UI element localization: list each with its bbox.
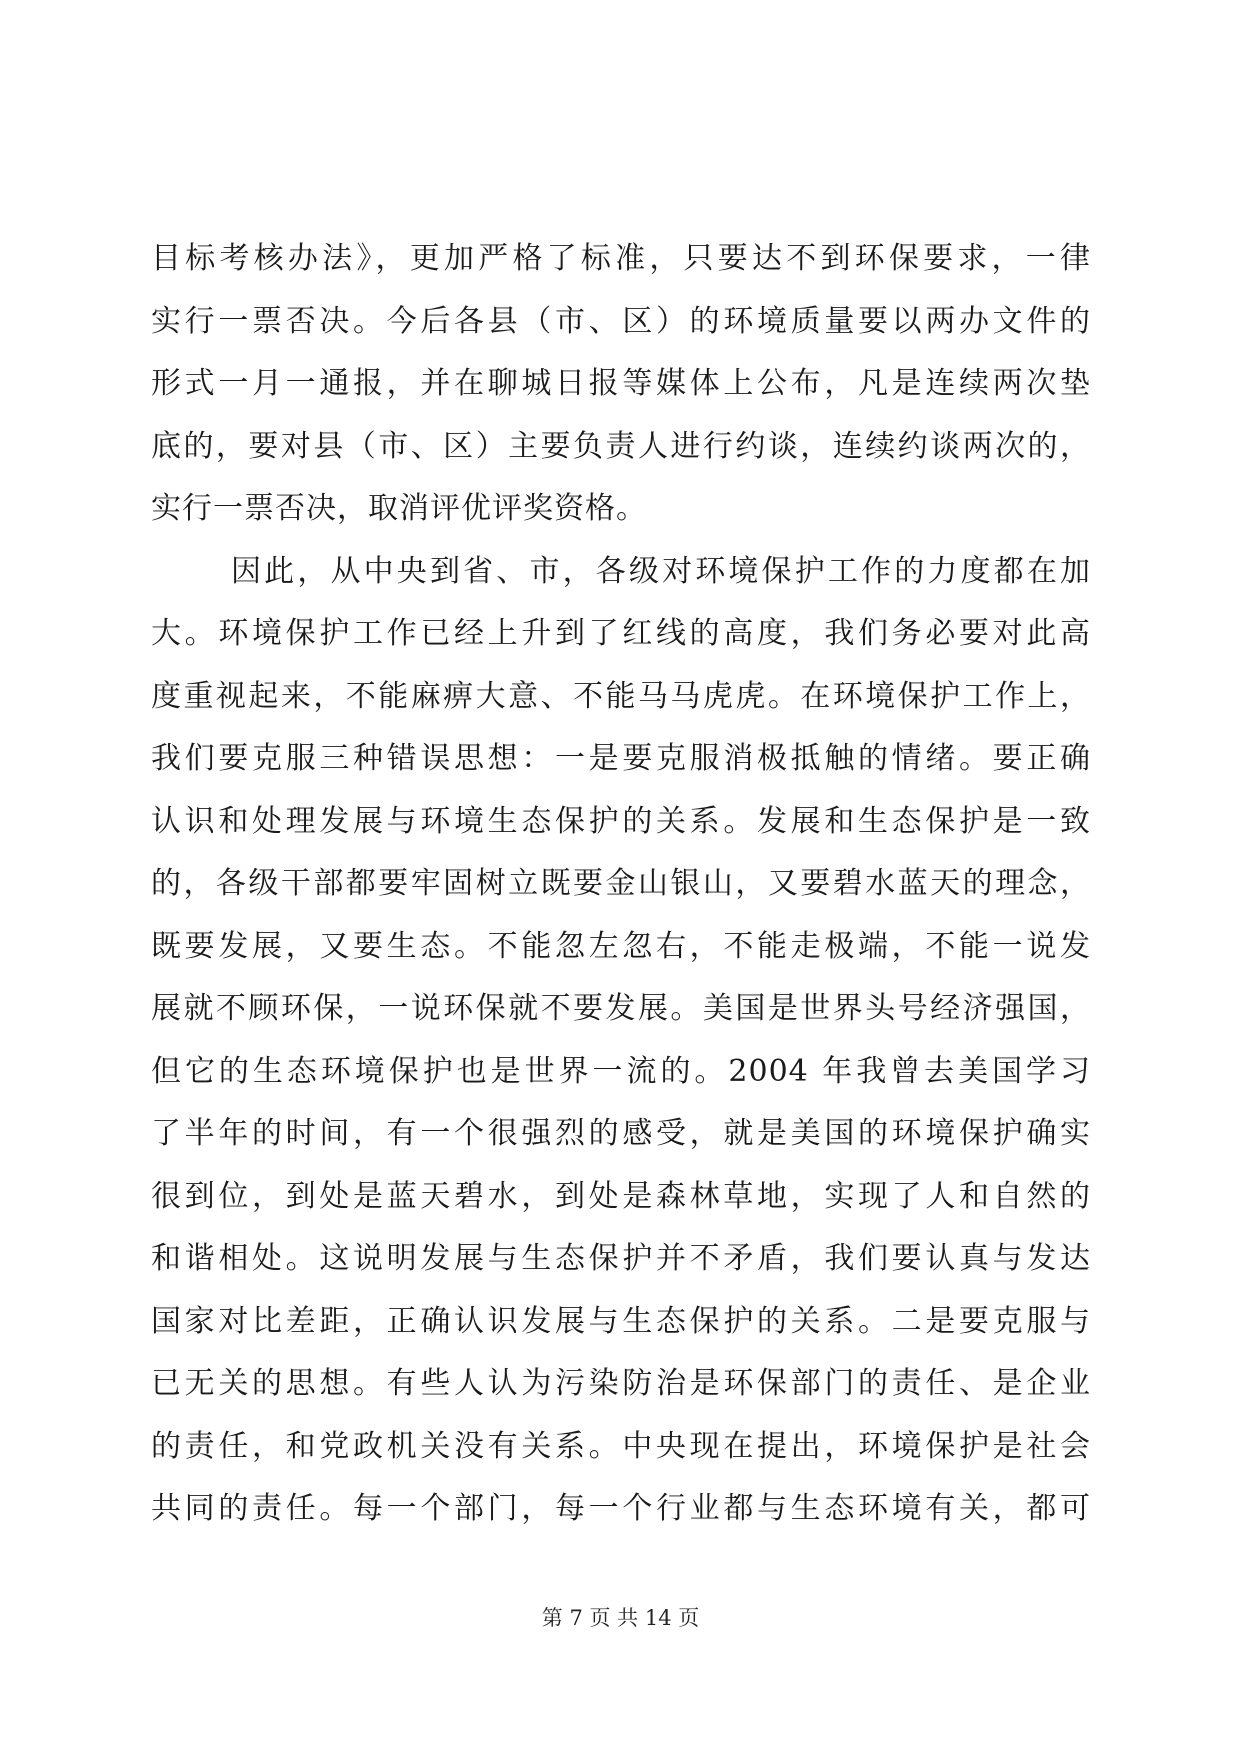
text-line: 认识和处理发展与环境生态保护的关系。发展和生态保护是一致 [151,803,1091,839]
text-line: 底的，要对县（市、区）主要负责人进行约谈，连续约谈两次的， [151,428,1091,464]
text-line: 形式一月一通报，并在聊城日报等媒体上公布，凡是连续两次垫 [151,366,1091,401]
paragraph-first-line: 因此，从中央到省、市，各级对环境保护工作的力度都在加 [231,553,1091,589]
text-line: 了半年的时间，有一个很强烈的感受，就是美国的环境保护确实 [151,1116,1091,1151]
text-line: 很到位，到处是蓝天碧水，到处是森林草地，实现了人和自然的 [151,1178,1091,1214]
text-line: 我们要克服三种错误思想：一是要克服消极抵触的情绪。要正确 [151,741,1091,776]
text-line: 已无关的思想。有些人认为污染防治是环保部门的责任、是企业 [151,1366,1091,1401]
text-line: 的责任，和党政机关没有关系。中央现在提出，环境保护是社会 [151,1428,1091,1464]
text-line: 既要发展，又要生态。不能忽左忽右，不能走极端，不能一说发 [151,928,1091,964]
body-text [151,228,1091,1541]
text-line: 大。环境保护工作已经上升到了红线的高度，我们务必要对此高 [151,616,1091,651]
text-line: 但它的生态环境保护也是世界一流的。2004 年我曾去美国学习 [151,1053,1091,1089]
text-line: 实行一票否决。今后各县（市、区）的环境质量要以两办文件的 [151,303,1091,339]
text-line: 实行一票否决，取消评优评奖资格。 [151,491,647,526]
text-line: 和谐相处。这说明发展与生态保护并不矛盾，我们要认真与发达 [151,1241,1091,1276]
text-line: 国家对比差距，正确认识发展与生态保护的关系。二是要克服与 [151,1303,1091,1339]
text-line: 目标考核办法》，更加严格了标准，只要达不到环保要求，一律 [151,241,1091,276]
text-line: 展就不顾环保，一说环保就不要发展。美国是世界头号经济强国， [151,991,1091,1026]
text-line: 度重视起来，不能麻痹大意、不能马马虎虎。在环境保护工作上， [151,678,1091,714]
text-line: 的，各级干部都要牢固树立既要金山银山，又要碧水蓝天的理念， [151,866,1091,901]
text-line: 共同的责任。每一个部门，每一个行业都与生态环境有关，都可 [151,1491,1091,1526]
page-number-footer: 第 7 页 共 14 页 [541,1606,700,1630]
